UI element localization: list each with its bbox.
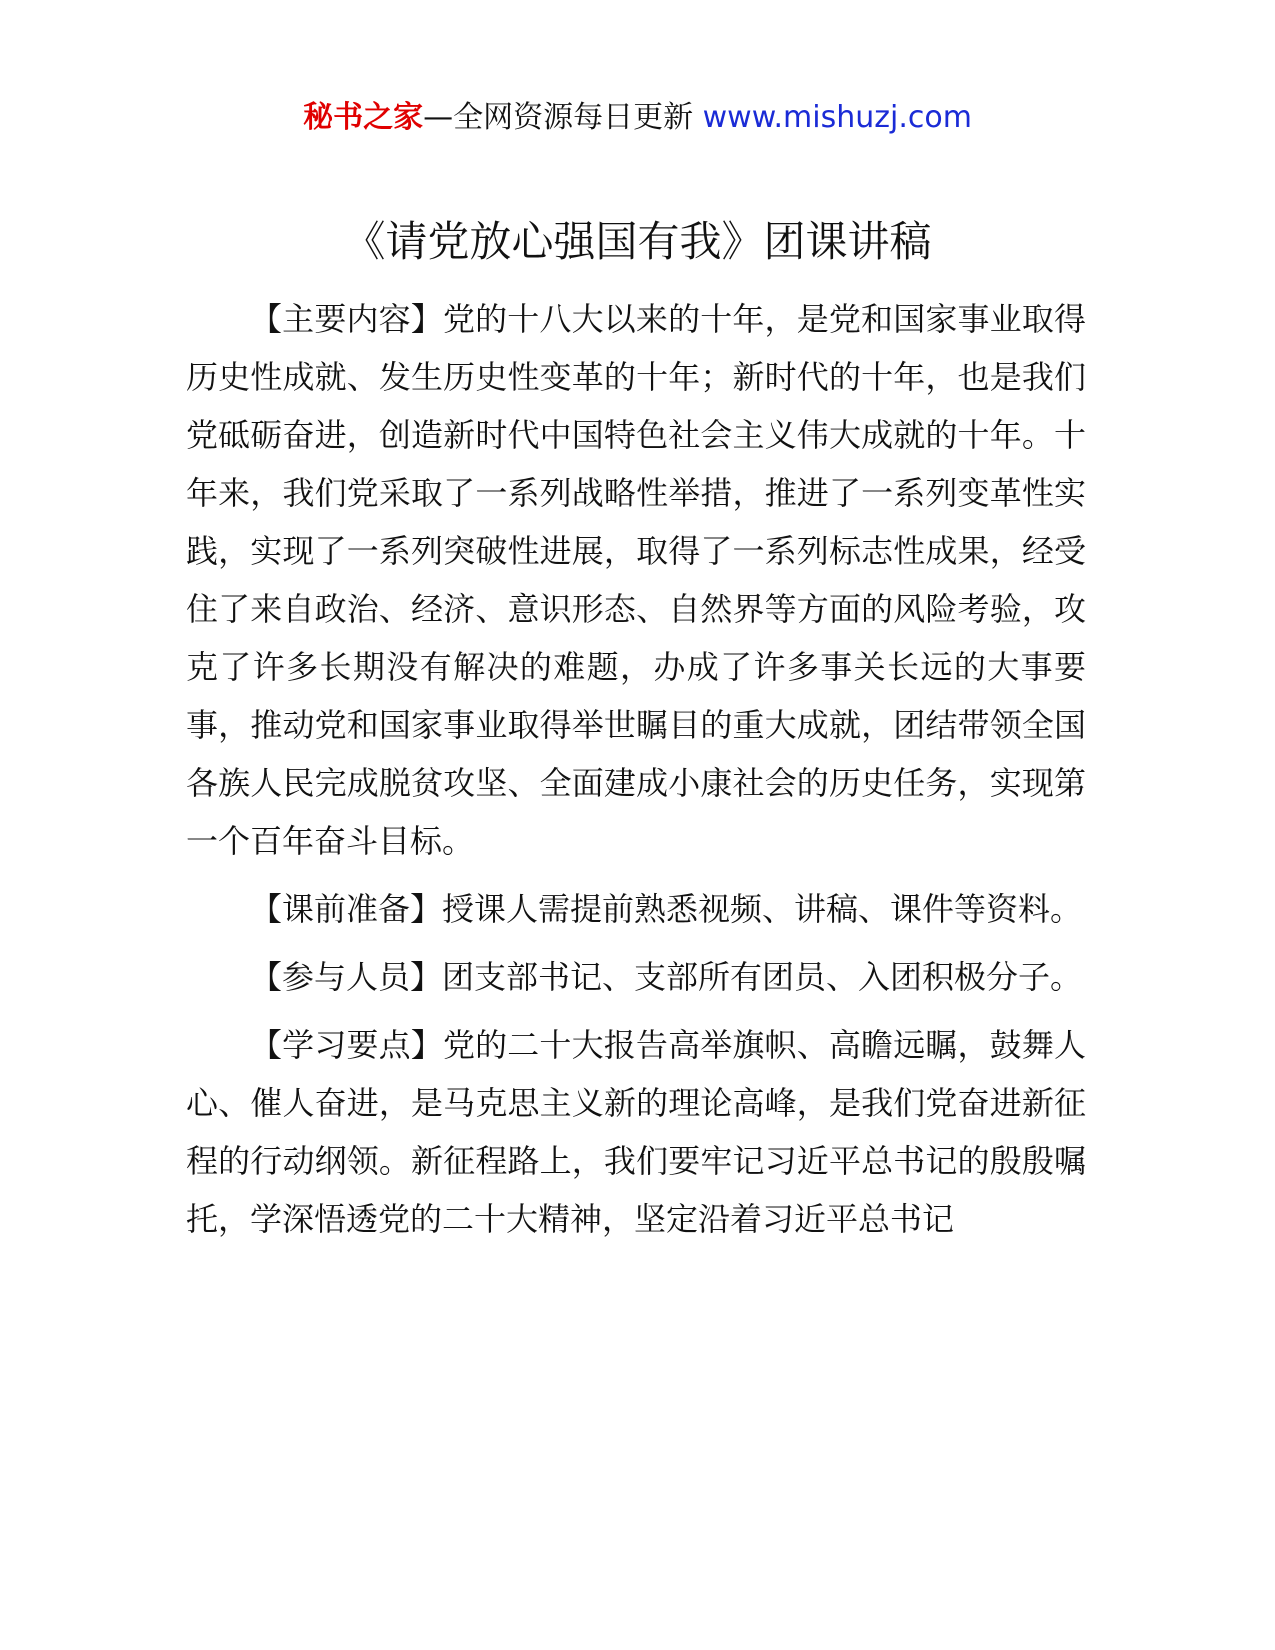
header-tagline: —全网资源每日更新 — [423, 100, 703, 135]
document-body — [186, 290, 1086, 1258]
paragraph-key-points: 【学习要点】党的二十大报告高举旗帜、高瞻远瞩，鼓舞人心、催人奋进，是马克思主义新的理论高峰，是我们党奋进新征程的行动纲领。新征程路上，我们要牢记习近平总书记的殷殷嘱托，学深悟透党的二十大精神，坚定沿着习近平总书记 — [186, 1026, 1086, 1238]
paragraph-preparation: 【课前准备】授课人需提前熟悉视频、讲稿、课件等资料。 — [250, 890, 1083, 928]
paragraph-participants: 【参与人员】团支部书记、支部所有团员、入团积极分子。 — [250, 958, 1083, 996]
paragraph-main-content: 【主要内容】党的十八大以来的十年，是党和国家事业取得历史性成就、发生历史性变革的十年；新时代的十年，也是我们党砥砺奋进，创造新时代中国特色社会主义伟大成就的十年。十年来，我们党采取了一系列战略性举措，推进了一系列变革性实践，实现了一系列突破性进展，取得了一系列标志性成果，经受住了来自政治、经济、意识形态、自然界等方面的风险考验，攻克了许多长期没有解决的难题，办成了许多事关长远的大事要事，推动党和国家事业取得举世瞩目的重大成就，团结带领全国各族人民完成脱贫攻坚、全面建成小康社会的历史任务，实现第一个百年奋斗目标。 — [186, 300, 1086, 860]
site-url-link[interactable]: www.mishuzj.com — [702, 100, 972, 135]
brand-name: 秘书之家 — [303, 100, 424, 135]
document-title: 《请党放心强国有我》团课讲稿 — [343, 217, 932, 266]
page-header — [0, 98, 1275, 138]
